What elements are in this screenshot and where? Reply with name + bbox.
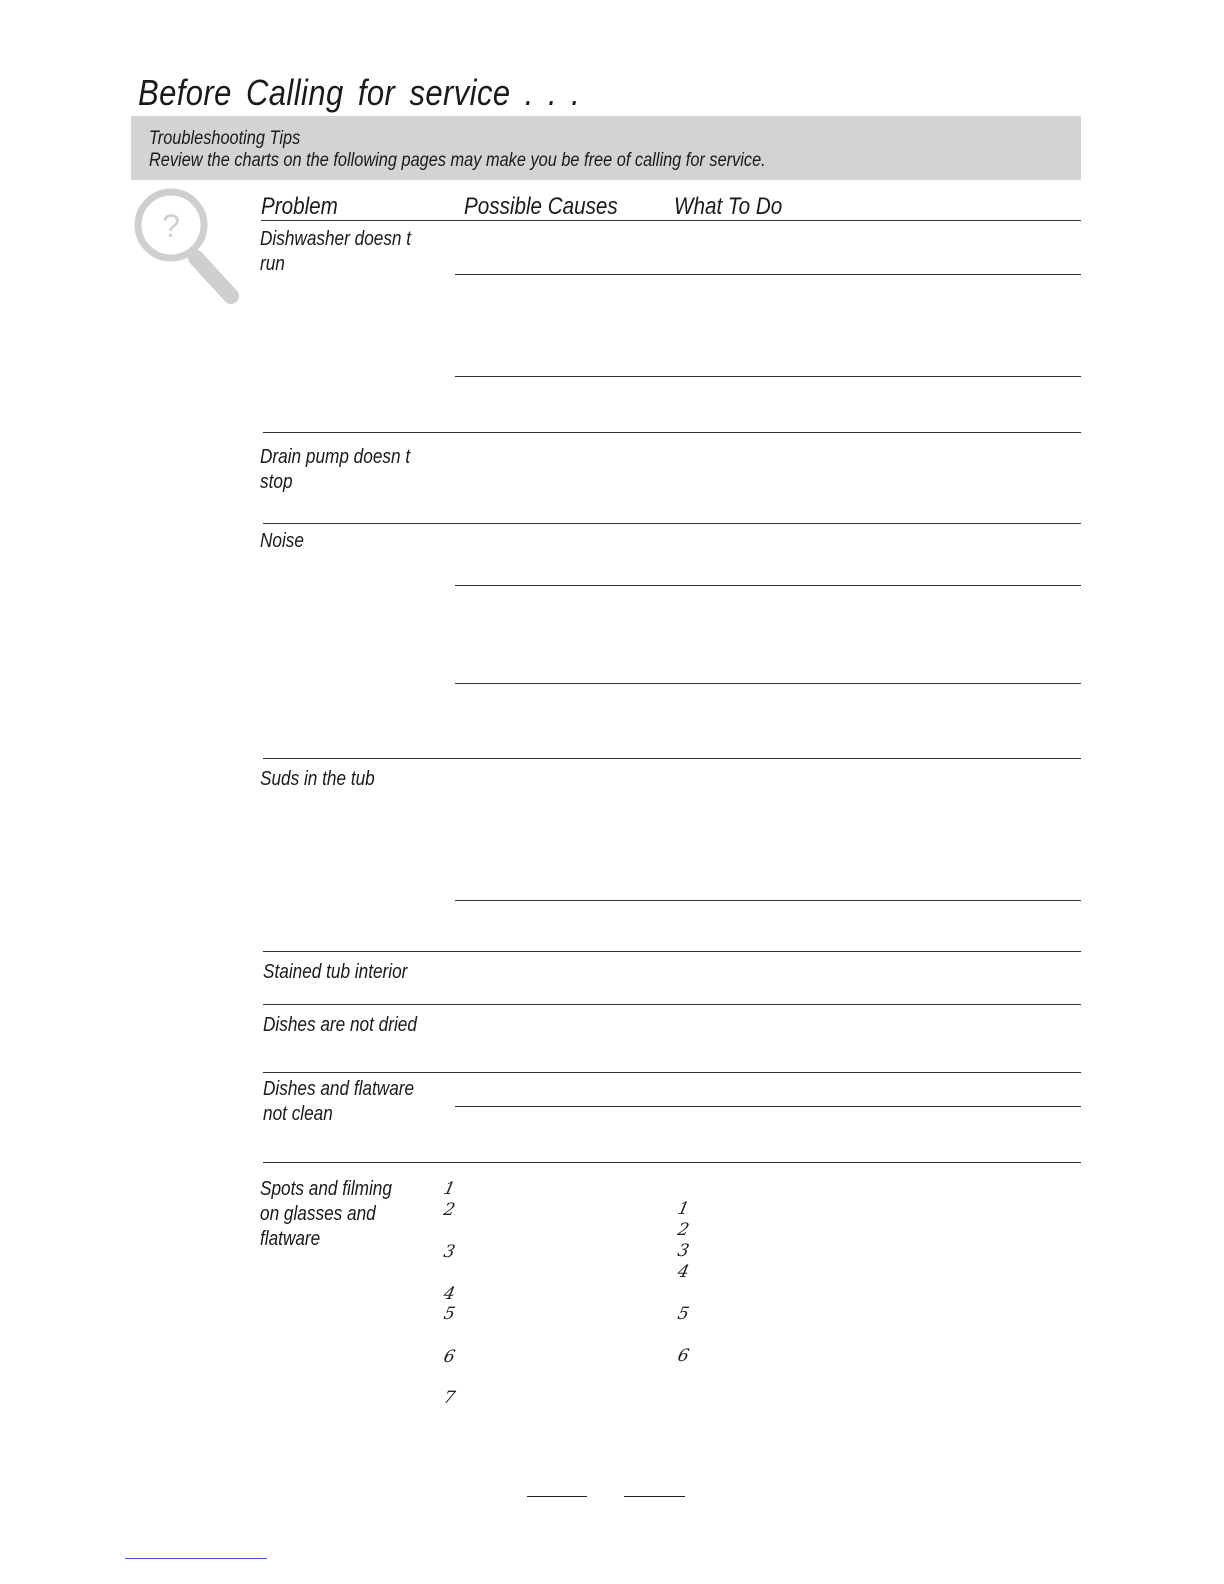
- problem-line: Noise: [260, 530, 304, 552]
- cause-divider: [455, 1106, 1081, 1107]
- cause-number: 3: [441, 1242, 457, 1262]
- banner-subtext: Review the charts on the following pages may make you be free of calling for service.: [149, 150, 766, 171]
- col-todo-header: What To Do: [674, 193, 783, 220]
- problem-not-clean: [263, 1077, 444, 1127]
- row-divider: [263, 1162, 1081, 1163]
- row-divider: [263, 1072, 1081, 1073]
- problem-line: on glasses and: [260, 1203, 376, 1225]
- row-divider: [263, 1004, 1081, 1005]
- problem-stained-tub: [263, 960, 444, 985]
- todo-number: 4: [675, 1262, 691, 1282]
- cause-number: 5: [441, 1304, 457, 1324]
- row-divider: [263, 951, 1081, 952]
- page-title: Before Calling for service . . .: [138, 72, 581, 113]
- footer-link-underline: [125, 1558, 267, 1559]
- cause-divider: [455, 274, 1081, 275]
- problem-line: run: [260, 253, 285, 275]
- todo-number: 3: [675, 1241, 691, 1261]
- problem-noise: [260, 529, 441, 554]
- problem-line: flatware: [260, 1228, 321, 1250]
- cause-divider: [455, 585, 1081, 586]
- problem-line: Drain pump doesn t: [260, 446, 411, 468]
- cause-number: 7: [441, 1388, 457, 1408]
- cause-number: 6: [441, 1347, 457, 1367]
- cause-number: 1: [441, 1179, 457, 1199]
- problem-line: not clean: [263, 1103, 333, 1125]
- row-divider: [263, 523, 1081, 524]
- footer-line-left: [527, 1496, 587, 1497]
- col-problem-header: Problem: [261, 193, 338, 220]
- problem-line: Suds in the tub: [260, 768, 375, 790]
- svg-text:?: ?: [162, 208, 180, 244]
- problem-line: Dishes are not dried: [263, 1014, 417, 1036]
- cause-number: 2: [441, 1200, 457, 1220]
- magnifier-question-icon: [134, 188, 244, 311]
- problem-not-dried: [263, 1013, 444, 1038]
- footer-line-right: [624, 1496, 685, 1497]
- cause-number: 4: [441, 1284, 457, 1304]
- col-causes-header: Possible Causes: [464, 193, 618, 220]
- cause-divider: [455, 683, 1081, 684]
- row-divider: [263, 758, 1081, 759]
- cause-divider: [455, 376, 1081, 377]
- cause-divider: [455, 900, 1081, 901]
- banner-heading: Troubleshooting Tips: [149, 128, 301, 149]
- todo-number: 5: [675, 1304, 691, 1324]
- problem-line: Dishes and flatware: [263, 1078, 415, 1100]
- problem-drain-pump: [260, 445, 441, 495]
- problem-line: stop: [260, 471, 293, 493]
- problem-line: Spots and filming: [260, 1178, 392, 1200]
- problem-spots-filming: [260, 1177, 441, 1252]
- problem-suds: [260, 767, 441, 792]
- header-rule: [261, 220, 1081, 221]
- problem-line: Stained tub interior: [263, 961, 408, 983]
- row-divider: [263, 432, 1081, 433]
- todo-number: 1: [675, 1199, 691, 1219]
- tips-banner: [131, 116, 1081, 180]
- todo-number: 2: [675, 1220, 691, 1240]
- problem-dishwasher-doesnt-run: [260, 227, 441, 277]
- problem-line: Dishwasher doesn t: [260, 228, 412, 250]
- todo-number: 6: [675, 1346, 691, 1366]
